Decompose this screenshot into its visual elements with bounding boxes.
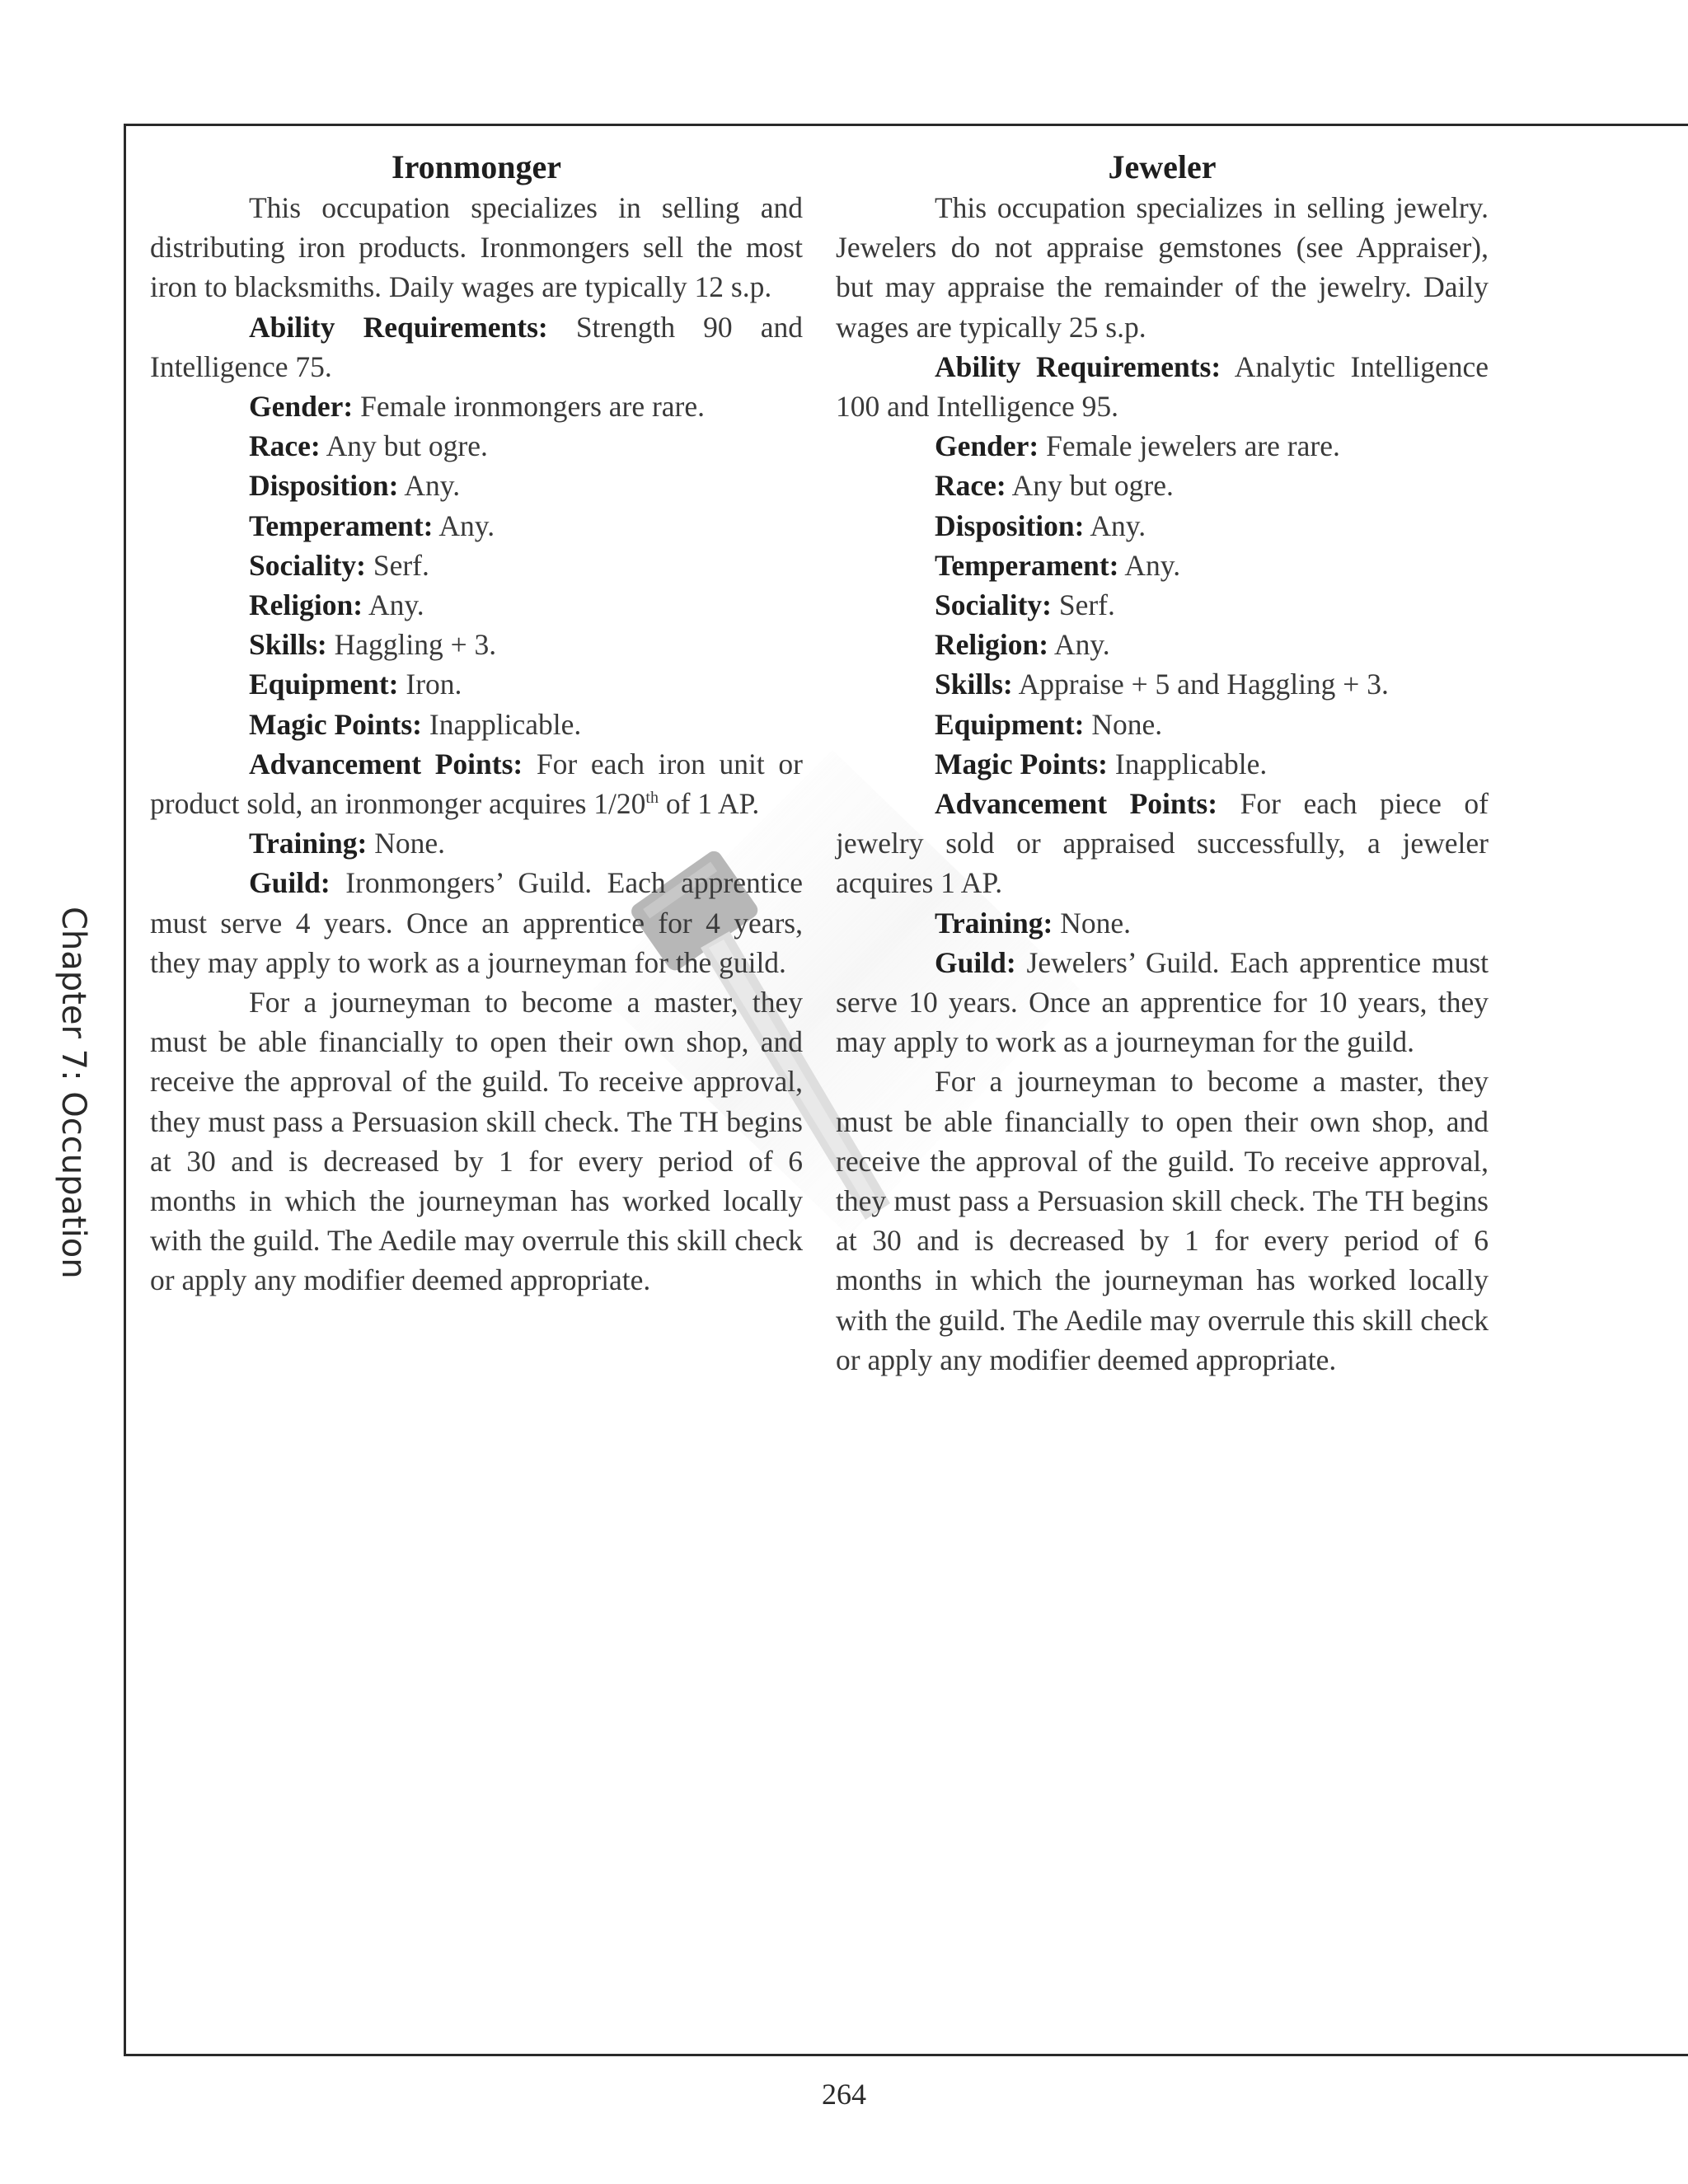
sociality-entry [150,546,803,585]
entry-label: Equipment: [935,707,1085,741]
ironmonger-column [150,147,803,1301]
entry-label: Religion: [249,588,363,622]
entry-text: Analytic Intelligence 100 and Intelligence 95. [836,349,1489,424]
intro-paragraph: This occupation specializes in selling and distributing iron products. Ironmongers sell the most iron to blacksmiths. Daily wages are typically 12 s.p. [150,191,803,304]
magic-entry [150,705,803,744]
training-entry [836,903,1489,943]
jeweler-column [836,147,1489,1380]
entry-text: Appraise + 5 and Haggling + 3. [1012,668,1389,701]
sociality-entry [836,585,1489,625]
guild-entry [150,863,803,982]
superscript: th [645,789,659,808]
entry-text: Ironmongers’ Guild. Each apprentice must serve 4 years. Once an apprentice for 4 years, they may apply to work as a journeyman for the guild. [150,866,803,979]
equipment-entry [150,664,803,704]
entry-text: Any. [1118,548,1181,582]
gender-entry [150,387,803,426]
ability-entry [836,347,1489,426]
entry-label: Ability Requirements: [935,349,1221,383]
entry-text: Female jewelers are rare. [1039,429,1340,463]
entry-label: Skills: [249,628,327,662]
entry-text: None. [1053,906,1131,940]
entry-label: Race: [935,469,1006,503]
training-entry [150,823,803,863]
intro-paragraph: This occupation specializes in selling jewelry. Jewelers do not appraise gemstones (see Appraiser), but may appraise the remainder of the jewelry. Daily wages are typically 25 s.p. [836,191,1489,344]
skills-entry [836,664,1489,704]
skills-entry [150,625,803,664]
entry-text: None. [1084,707,1163,741]
entry-label: Advancement Points: [249,747,523,780]
entry-text: of 1 AP. [658,787,760,821]
entry-label: Magic Points: [935,747,1109,780]
entry-text: Any. [1084,509,1146,542]
chapter-label: Chapter 7: Occupation [54,907,92,1279]
temperament-entry [150,506,803,546]
entry-label: Disposition: [249,469,399,503]
entry-text: Any. [433,509,495,542]
entry-text: Haggling + 3. [326,628,497,662]
entry-label: Ability Requirements: [249,310,548,344]
ability-entry [150,307,803,387]
entry-label: Training: [935,906,1053,940]
entry-text: Female ironmongers are rare. [353,390,706,424]
entry-text: None. [367,827,445,860]
magic-entry [836,744,1489,784]
chapter-sidebar [49,907,99,1286]
temperament-entry [836,546,1489,585]
entry-text: Strength 90 and Intelligence 75. [150,310,803,383]
entry-label: Sociality: [935,588,1052,622]
entry-label: Sociality: [249,548,366,582]
entry-text: Any but ogre. [320,429,488,463]
entry-text: Any. [1048,628,1110,662]
advancement-entry [150,744,803,823]
race-entry [150,426,803,466]
section-title: Ironmonger [392,148,561,185]
entry-label: Training: [249,827,368,860]
religion-entry [150,585,803,625]
entry-label: Race: [249,429,321,463]
entry-label: Gender: [935,429,1039,463]
entry-label: Guild: [935,945,1016,979]
disposition-entry [836,506,1489,546]
section-title: Jeweler [1108,148,1217,185]
master-paragraph: For a journeyman to become a master, they must be able financially to open their own shop, and receive the approval of the guild. To receive approval, they must pass a Persuasion skill check. The TH begins at 30 and is decreased by 1 for every period of 6 months in which the journeyman has worked locally with the guild. The Aedile may overrule this skill check or apply any modifier deemed appropriate. [836,1065,1489,1376]
entry-label: Gender: [249,390,354,424]
entry-text: For each iron unit or product sold, an ironmonger acquires 1/20 [150,747,804,821]
entry-label: Advancement Points: [935,787,1218,821]
equipment-entry [836,705,1489,744]
entry-label: Religion: [935,628,1049,662]
disposition-entry [150,466,803,505]
gender-entry [836,426,1489,466]
entry-label: Equipment: [249,668,399,701]
entry-text: Iron. [398,668,462,701]
entry-text: Any but ogre. [1006,469,1174,503]
entry-text: For each piece of jewelry sold or appraised successfully, a jeweler acquires 1 AP. [836,787,1489,900]
race-entry [836,466,1489,505]
entry-label: Skills: [935,668,1013,701]
entry-label: Guild: [249,866,331,900]
entry-text: Any. [363,588,424,622]
entry-text: Serf. [1051,588,1115,622]
entry-label: Temperament: [935,548,1119,582]
guild-entry [836,943,1489,1062]
advancement-entry [836,784,1489,903]
entry-text: Jewelers’ Guild. Each apprentice must serve 10 years. Once an apprentice for 10 years, they may apply to work as a journeyman for the guild. [836,945,1489,1059]
entry-text: Inapplicable. [422,707,582,741]
entry-label: Disposition: [935,509,1085,542]
entry-text: Any. [398,469,461,503]
entry-label: Magic Points: [249,707,423,741]
entry-label: Temperament: [249,509,434,542]
entry-text: Serf. [365,548,429,582]
religion-entry [836,625,1489,664]
master-paragraph: For a journeyman to become a master, they must be able financially to open their own shop, and receive the approval of the guild. To receive approval, they must pass a Persuasion skill check. The TH begins at 30 and is decreased by 1 for every period of 6 months in which the journeyman has worked locally with the guild. The Aedile may overrule this skill check or apply any modifier deemed appropriate. [150,986,803,1297]
page-number: 264 [822,2078,866,2111]
entry-text: Inapplicable. [1108,747,1268,780]
